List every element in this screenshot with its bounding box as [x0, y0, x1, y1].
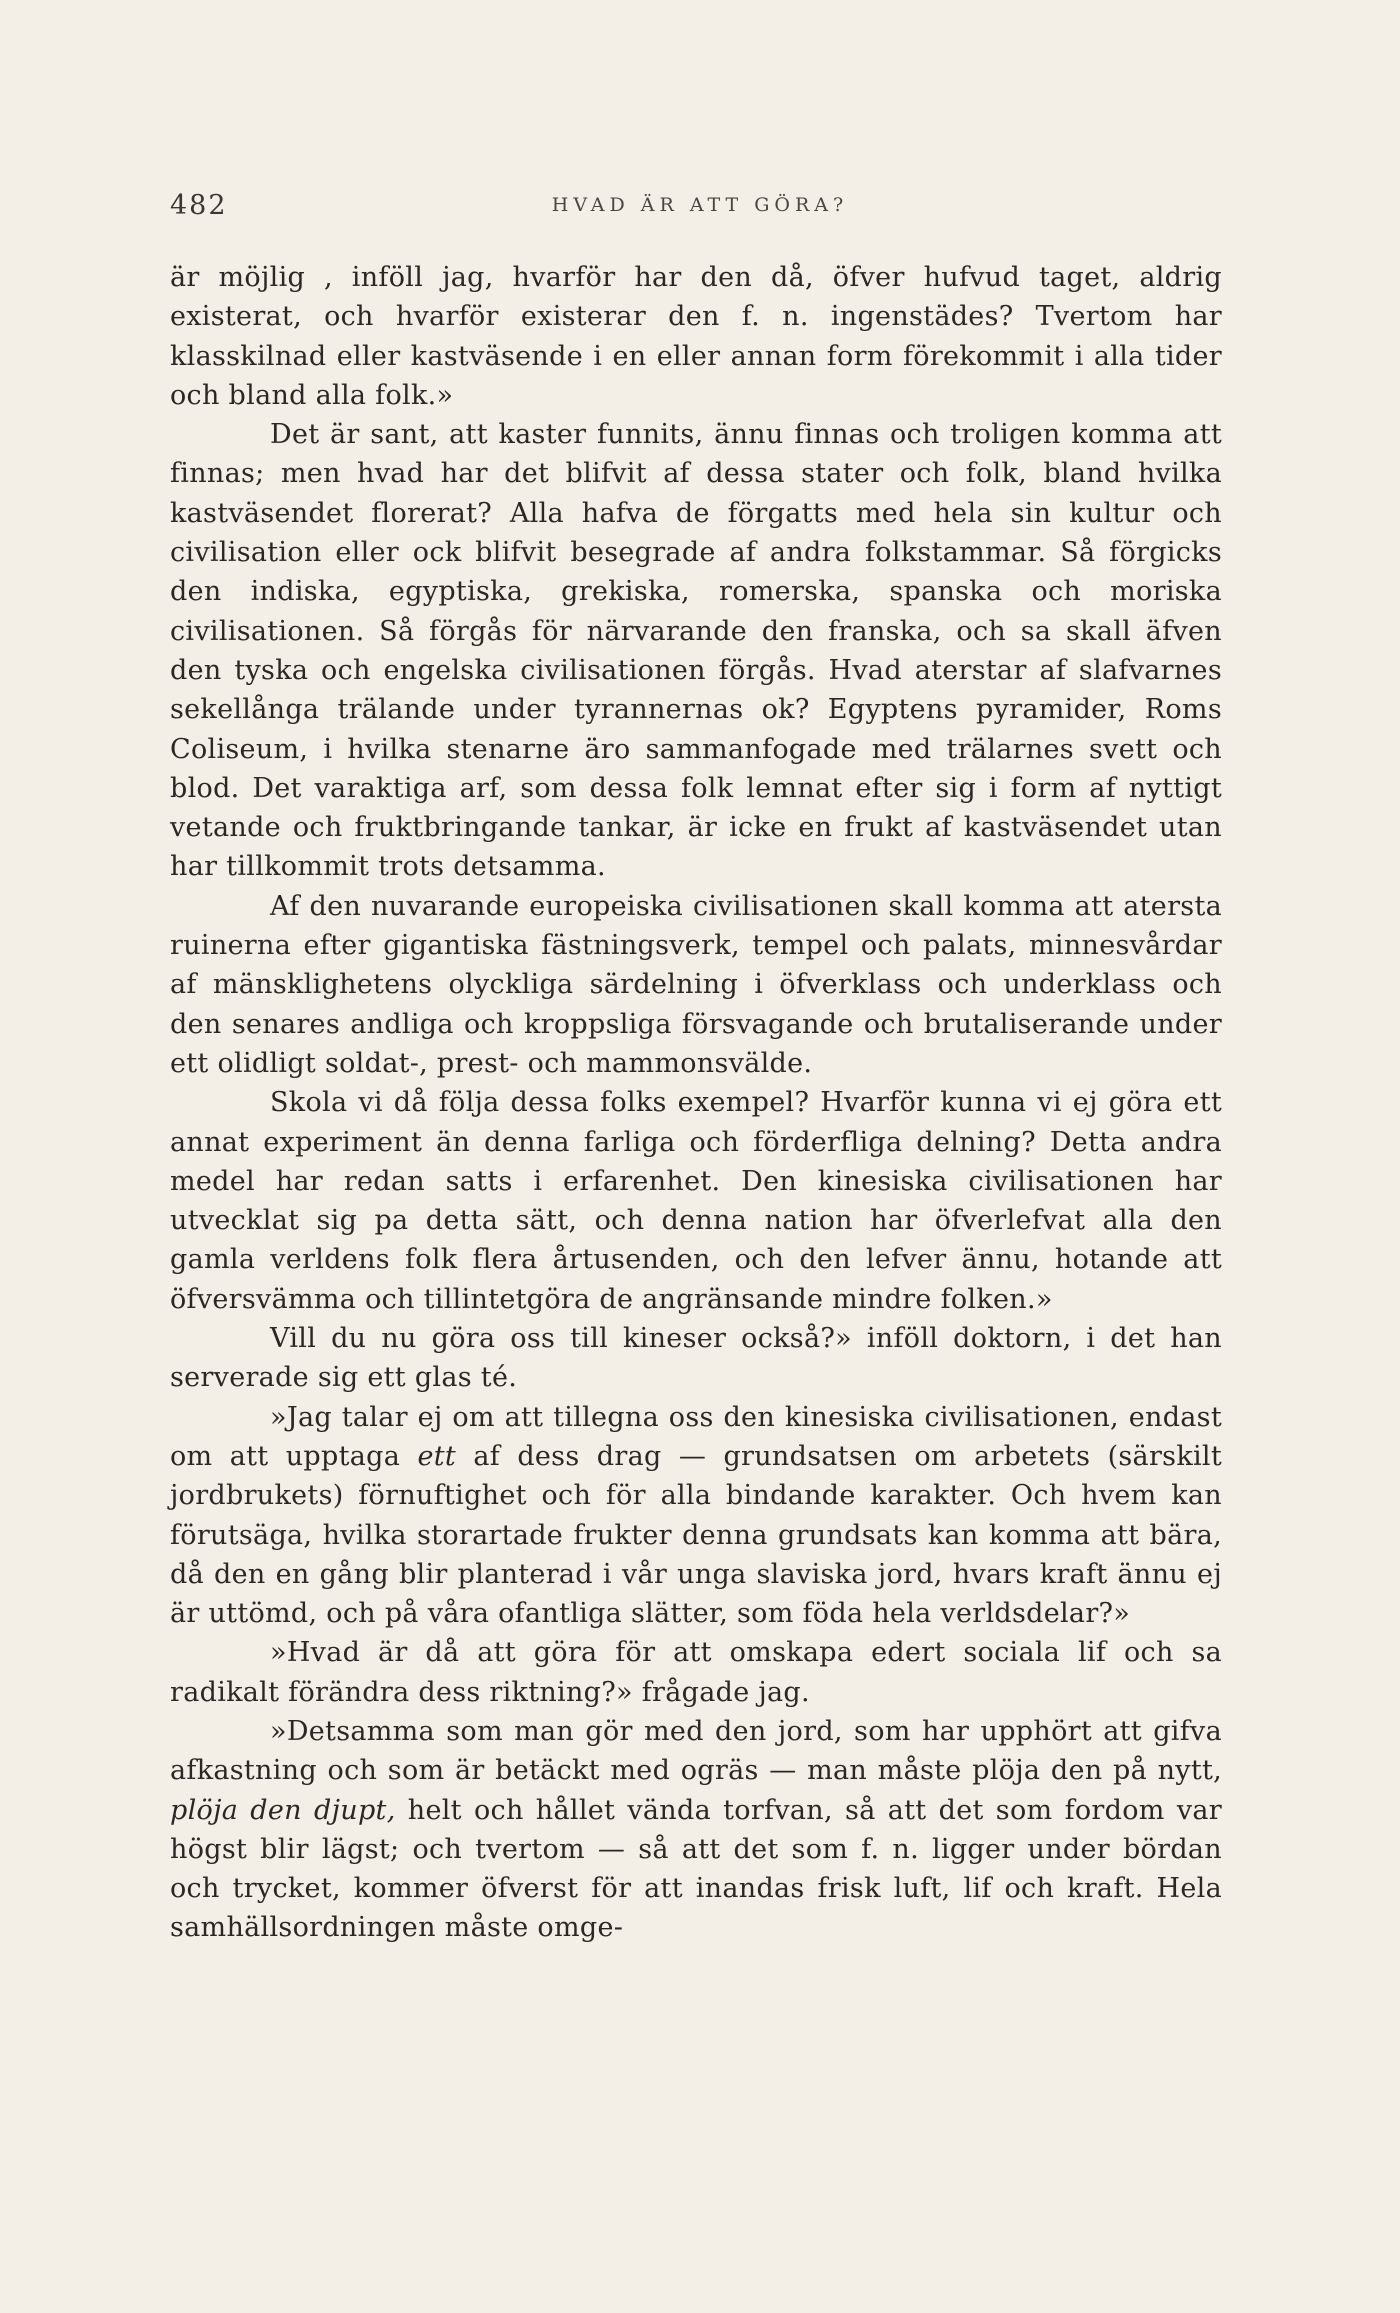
paragraph: Skola vi då följa dessa folks exempel? Hvarför kunna vi ej göra ett annat experiment än denna farliga och förderfliga delning? Detta andra medel har redan satts i erfarenhet. Den kinesiska civilisationen har utvecklat sig pa detta sätt, och denna nation har öfverlefvat alla den gamla verldens folk flera årtusenden, och den lefver ännu, hotande att öfversvämma och tillintetgöra de angränsande mindre folken.» [170, 1087, 1222, 1315]
page-header [170, 190, 1230, 230]
emphasized-text: ett [417, 1440, 457, 1472]
paragraph-text: »Jag talar ej om att tillegna oss den kinesiska civilisationen, endast om att upptaga [170, 1401, 1222, 1472]
paragraph [170, 1712, 1222, 1948]
paragraph: Af den nuvarande europeiska civilisationen skall komma att atersta ruinerna efter gigantiska fästningsverk, tempel och palats, minnesvårdar af mänsklighetens olyckliga särdelning i öfverklass och underklass och den senares andliga och kroppsliga försvagande och brutaliserande under ett olidligt soldat-, prest- och mammonsvälde. [170, 890, 1222, 1079]
page-number: 482 [170, 190, 228, 221]
emphasized-text: plöja den djupt, [170, 1794, 396, 1826]
paragraph [170, 1398, 1222, 1634]
paragraph: »Hvad är då att göra för att omskapa edert sociala lif och sa radikalt förändra dess riktning?» frågade jag. [170, 1637, 1222, 1708]
body-text [170, 258, 1222, 1948]
paragraph: Vill du nu göra oss till kineser också?» inföll doktorn, i det han serverade sig ett glas té. [170, 1323, 1222, 1394]
paragraph-text: »Detsamma som man gör med den jord, som har upphört att gifva afkastning och som är betäckt med ogräs — man måste plöja den på nytt, [170, 1715, 1222, 1787]
paragraph-text: af dess drag — grundsatsen om arbetets (särskilt jordbrukets) förnuftighet och för alla bindande karakter. Och hvem kan förutsäga, hvilka storartade frukter denna grundsats kan komma att bära, då den en gång blir planterad i vår unga slaviska jord, hvars kraft ännu ej är uttömd, och på våra ofantliga slätter, som föda hela verldsdelar?» [170, 1440, 1223, 1630]
paragraph-text: helt och hållet vända torfvan, så att det som fordom var högst blir lägst; och tvertom — så att det som f. n. ligger under bördan och trycket, kommer öfverst för att inandas frisk luft, lif och kraft. Hela samhällsordningen måste omge- [170, 1794, 1222, 1944]
running-title: HVAD ÄR ATT GÖRA? [551, 194, 849, 216]
paragraph: Det är sant, att kaster funnits, ännu finnas och troligen komma att finnas; men hvad har det blifvit af dessa stater och folk, bland hvilka kastväsendet florerat? Alla hafva de förgatts med hela sin kultur och civilisation eller ock blifvit besegrade af andra folkstammar. Så förgicks den indiska, egyptiska, grekiska, romerska, spanska och moriska civilisationen. Så förgås för närvarande den franska, och sa skall äfven den tyska och engelska civilisationen förgås. Hvad aterstar af slafvarnes sekellånga trälande under tyrannernas ok? Egyptens pyramider, Roms Coliseum, i hvilka stenarne äro sammanfogade med trälarnes svett och blod. Det varaktiga arf, som dessa folk lemnat efter sig i form af nyttigt vetande och fruktbringande tankar, är icke en frukt af kastväsendet utan har tillkommit trots detsamma. [170, 419, 1222, 883]
paragraph: är möjlig , inföll jag, hvarför har den då, öfver hufvud taget, aldrig existerat, och hvarför existerar den f. n. ingenstädes? Tvertom har klasskilnad eller kastväsende i en eller annan form förekommit i alla tider och bland alla folk.» [170, 262, 1222, 411]
